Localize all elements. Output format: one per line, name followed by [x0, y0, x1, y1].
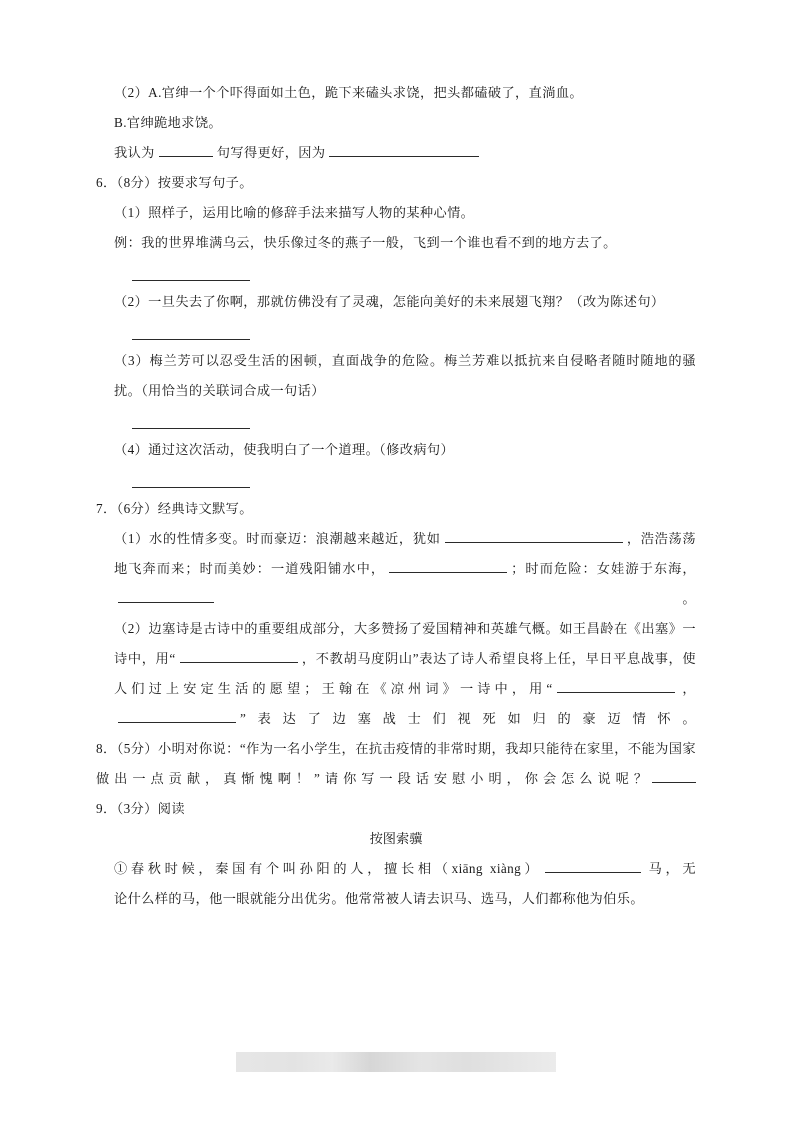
- q6-part1-example: 例：我的世界堆满乌云，快乐像过冬的燕子一般，飞到一个谁也看不到的地方去了。: [114, 235, 617, 250]
- q7-blank-1[interactable]: [445, 528, 623, 543]
- q5-answer-middle: 句写得更好，因为: [216, 145, 326, 160]
- q7-part1-seg1: （1）水的性情多变。时而豪迈：浪潮越来越近，犹如: [114, 531, 441, 546]
- q9-passage-seg1: ①春秋时候，秦国有个叫孙阳的人，擅长相（xiāng xiàng）: [114, 861, 542, 876]
- q9-blank-1[interactable]: [545, 858, 641, 873]
- document-content: [96, 78, 696, 914]
- q9-passage-title: 按图索骥: [369, 831, 423, 846]
- q7-part2: [96, 614, 696, 734]
- q6-part1-text: （1）照样子，运用比喻的修辞手法来描写人物的某种心情。: [114, 205, 475, 220]
- q9-passage-line1: [96, 854, 696, 884]
- q7-part2-seg2: ，不教胡马度阴山”表达了诗人希望良将上任，早日平息战事，使人们过上安定生活的愿望；王翰在《凉州词》一诗中，用“: [114, 651, 696, 696]
- q5-option-b: B.官绅跪地求饶。: [114, 115, 223, 130]
- q7-blank-3[interactable]: [118, 588, 214, 603]
- q6-heading: 6．（8分）按要求写句子。: [96, 175, 253, 190]
- q8-answer-blank[interactable]: [652, 768, 696, 783]
- q7-heading: 7．（6分）经典诗文默写。: [96, 501, 253, 516]
- q5-answer-prefix: 我认为: [114, 145, 155, 160]
- q7-blank-6[interactable]: [118, 708, 236, 723]
- q5-option-a: （2）A.官绅一个个吓得面如土色，跪下来磕头求饶，把头都磕破了，直淌血。: [114, 85, 583, 100]
- q9-passage-seg2-start: 马，无: [645, 861, 696, 876]
- q7-part1: [96, 524, 696, 614]
- q7-part1-seg3: ；时而危险：女娃游于东海，: [511, 561, 696, 576]
- q8-text-block: [96, 734, 696, 794]
- q6-part2-text: （2）一旦失去了你啊，那就仿佛没有了灵魂，怎能向美好的未来展翅飞翔？（改为陈述句）: [114, 294, 665, 309]
- q6-part3-text: （3）梅兰芳可以忍受生活的困顿，直面战争的危险。梅兰芳难以抵抗来自侵略者随时随地的骚扰。（用恰当的关联词合成一句话）: [114, 353, 696, 398]
- q5-blank-1[interactable]: [159, 142, 213, 157]
- q7-part1-seg2: ，浩浩荡荡地飞奔而来；时而美妙：一道残阳铺水中，: [114, 531, 696, 576]
- q5-answer-line: [96, 138, 696, 168]
- q6-part3-answer-blank[interactable]: [132, 410, 250, 429]
- watermark-bar: [236, 1052, 556, 1072]
- q7-part2-seg3: ，: [678, 681, 696, 696]
- q9-passage-line2: 论什么样的马，他一眼就能分出优劣。他常常被人请去识马、选马，人们都称他为伯乐。: [114, 891, 644, 906]
- q5-blank-2[interactable]: [329, 142, 479, 157]
- q7-blank-4[interactable]: [180, 648, 298, 663]
- q9-heading: 9．（3分）阅读: [96, 801, 185, 816]
- q8-text: 8．（5分）小明对你说：“作为一名小学生，在抗击疫情的非常时期，我却只能待在家里，不能为国家做出一点贡献，真惭愧啊！”请你写一段话安慰小明，你会怎么说呢？: [96, 741, 696, 786]
- q7-part2-seg4: ”表达了边塞战士们视死如归的豪迈情怀。: [240, 711, 696, 726]
- q6-part2-answer-blank[interactable]: [132, 321, 250, 340]
- q6-part4-answer-blank[interactable]: [132, 469, 250, 488]
- q6-part4-text: （4）通过这次活动，使我明白了一个道理。（修改病句）: [114, 442, 455, 457]
- q7-part1-seg4: 。: [218, 591, 696, 606]
- q7-part2-seg1: （2）边塞诗是古诗中的重要组成部分，大多赞扬了爱国精神和英雄气概。如王昌龄在《出塞》一诗中，用“: [114, 621, 696, 666]
- q7-blank-5[interactable]: [557, 678, 675, 693]
- q6-part1-answer-blank[interactable]: [132, 262, 250, 281]
- q7-blank-2[interactable]: [389, 558, 507, 573]
